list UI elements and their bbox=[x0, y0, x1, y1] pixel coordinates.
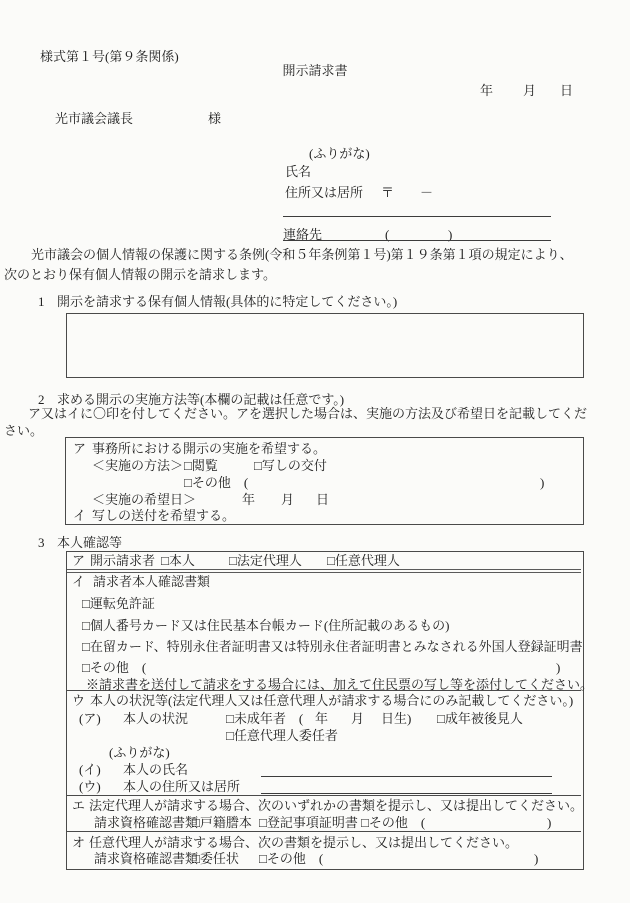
row-c-marker: ウ bbox=[72, 693, 86, 708]
checkbox-voluntary-representative[interactable]: □任意代理人 bbox=[327, 553, 400, 568]
desired-year-label: 年 bbox=[242, 492, 256, 507]
date-year-label: 年 bbox=[480, 83, 494, 98]
person-name-write-line[interactable] bbox=[261, 776, 552, 777]
row-c-sub-b-marker: (イ) bbox=[79, 762, 101, 777]
section2-note-line1: ア又はイに〇印を付してください。アを選択した場合は、実施の方法及び希望日を記載してくだ bbox=[28, 406, 588, 421]
row-c-sub-c-marker: (ウ) bbox=[79, 779, 101, 794]
row-c-sub-a-title: 本人の状況 bbox=[123, 711, 189, 726]
name-label: 氏名 bbox=[285, 164, 312, 179]
contact-paren-open: ( bbox=[385, 227, 390, 242]
checkbox-other-method[interactable]: □その他 ( bbox=[184, 475, 249, 490]
row-e-docs-label: 請求資格確認書類 bbox=[94, 851, 199, 866]
address-write-line[interactable] bbox=[283, 216, 551, 217]
row-d-line1: 法定代理人が請求する場合、次のいずれかの書類を提示し、又は提出してください。 bbox=[89, 798, 584, 813]
row-a-title: 開示請求者 bbox=[90, 553, 156, 568]
desired-month-label: 月 bbox=[281, 492, 295, 507]
checkbox-drivers-license[interactable]: □運転免許証 bbox=[82, 596, 155, 611]
row-c-sub-a-marker: (ア) bbox=[79, 711, 101, 726]
option-b-text: 写しの送付を希望する。 bbox=[92, 508, 236, 523]
row-c-furigana-label: (ふりがな) bbox=[109, 745, 170, 760]
other-legal-doc-paren-close: ) bbox=[547, 815, 552, 830]
desired-date-label: ＜実施の希望日＞ bbox=[92, 492, 197, 507]
checkbox-other-identity[interactable]: □その他 ( bbox=[82, 660, 147, 675]
postal-dash: － bbox=[420, 185, 434, 200]
minor-month-label: 月 bbox=[351, 711, 365, 726]
row-d-docs-label: 請求資格確認書類 bbox=[94, 815, 199, 830]
row-d-marker: エ bbox=[72, 798, 86, 813]
contact-label: 連絡先 bbox=[283, 227, 323, 242]
row-a-divider bbox=[67, 569, 581, 573]
section2-heading: 求める開示の実施方法等(本欄の記載は任意です。) bbox=[57, 392, 345, 407]
contact-paren-close: ) bbox=[448, 227, 453, 242]
desired-day-label: 日 bbox=[316, 492, 330, 507]
postal-mark: 〒 bbox=[381, 185, 395, 200]
section2-number: 2 bbox=[38, 392, 45, 407]
row-e-line1: 任意代理人が請求する場合、次の書類を提示し、又は提出してください。 bbox=[89, 835, 519, 850]
form-number: 様式第１号(第９条関係) bbox=[40, 49, 179, 64]
checkbox-delegator[interactable]: □任意代理人委任者 bbox=[226, 728, 338, 743]
minor-day-label: 日生) bbox=[381, 711, 412, 726]
row-d-divider bbox=[67, 831, 581, 832]
row-c-divider bbox=[67, 795, 581, 796]
addressee: 光市議会議長 bbox=[55, 111, 134, 126]
checkbox-copy-issuance[interactable]: □写しの交付 bbox=[254, 458, 327, 473]
checkbox-principal[interactable]: □本人 bbox=[161, 553, 195, 568]
section1-number: 1 bbox=[38, 294, 45, 309]
checkbox-inspection[interactable]: □閲覧 bbox=[184, 458, 218, 473]
row-b-title: 請求者本人確認書類 bbox=[93, 574, 211, 589]
other-method-paren-close: ) bbox=[540, 475, 545, 490]
row-c-sub-c-title: 本人の住所又は居所 bbox=[123, 779, 241, 794]
option-a-marker[interactable]: ア bbox=[73, 441, 87, 456]
preamble-line1: 光市議会の個人情報の保護に関する条例(令和５年条例第１号)第１９条第１項の規定により、 bbox=[31, 247, 573, 262]
option-b-marker[interactable]: イ bbox=[73, 508, 87, 523]
row-c-title: 本人の状況等(法定代理人又は任意代理人が請求する場合にのみ記載してください。) bbox=[90, 693, 574, 708]
section2-note-line2: さい。 bbox=[4, 423, 44, 438]
page-title: 開示請求書 bbox=[282, 63, 348, 78]
checkbox-my-number-card[interactable]: □個人番号カード又は住民基本台帳カード(住所記載のあるもの) bbox=[82, 618, 450, 633]
checkbox-legal-representative[interactable]: □法定代理人 bbox=[229, 553, 302, 568]
row-a-marker: ア bbox=[72, 553, 86, 568]
other-voluntary-doc-paren-close: ) bbox=[534, 851, 539, 866]
option-a-text: 事務所における開示の実施を希望する。 bbox=[92, 441, 327, 456]
section1-heading: 開示を請求する保有個人情報(具体的に特定してください。) bbox=[57, 294, 398, 309]
section3-heading: 本人確認等 bbox=[57, 535, 123, 550]
row-c-sub-b-title: 本人の氏名 bbox=[123, 762, 189, 777]
requested-info-input-box[interactable] bbox=[66, 313, 584, 378]
checkbox-adult-ward[interactable]: □成年被後見人 bbox=[437, 711, 523, 726]
checkbox-other-legal-doc[interactable]: □その他 ( bbox=[361, 815, 426, 830]
date-month-label: 月 bbox=[523, 83, 537, 98]
row-e-marker: オ bbox=[72, 835, 86, 850]
person-address-write-line[interactable] bbox=[261, 793, 552, 794]
contact-write-line[interactable] bbox=[283, 240, 551, 241]
other-identity-paren-close: ) bbox=[556, 660, 561, 675]
section3-number: 3 bbox=[38, 535, 45, 550]
row-b-marker: イ bbox=[72, 574, 86, 589]
furigana-label: (ふりがな) bbox=[309, 146, 370, 161]
method-label: ＜実施の方法＞ bbox=[92, 458, 184, 473]
minor-year-label: 年 bbox=[315, 711, 329, 726]
checkbox-other-voluntary-doc[interactable]: □その他 ( bbox=[259, 851, 324, 866]
checkbox-family-register[interactable]: □戸籍謄本 bbox=[192, 815, 252, 830]
address-label: 住所又は居所 bbox=[285, 185, 364, 200]
row-b-note: ※請求書を送付して請求をする場合には、加えて住民票の写し等を添付してください。 bbox=[86, 677, 594, 692]
addressee-honorific: 様 bbox=[208, 111, 222, 126]
checkbox-residence-card[interactable]: □在留カード、特別永住者証明書又は特別永住者証明書とみなされる外国人登録証明書 bbox=[82, 639, 583, 654]
preamble-line2: 次のとおり保有個人情報の開示を請求します。 bbox=[4, 267, 276, 282]
checkbox-minor[interactable]: □未成年者 ( bbox=[226, 711, 304, 726]
date-day-label: 日 bbox=[560, 83, 574, 98]
checkbox-power-of-attorney[interactable]: □委任状 bbox=[192, 851, 239, 866]
checkbox-registration-certificate[interactable]: □登記事項証明書 bbox=[259, 815, 358, 830]
